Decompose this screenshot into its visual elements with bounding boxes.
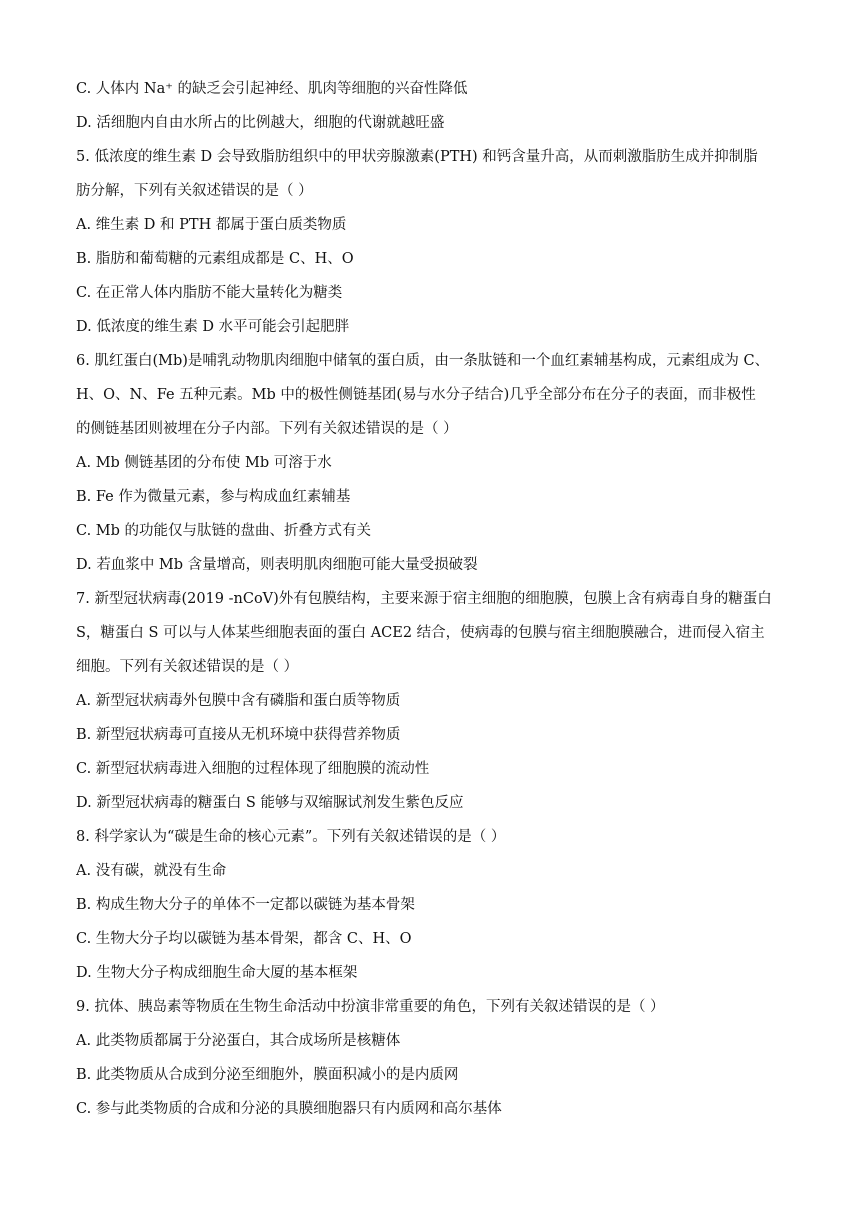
text-line: D. 生物大分子构成细胞生命大厦的基本框架 xyxy=(76,965,358,981)
text-line: 肪分解，下列有关叙述错误的是（ ） xyxy=(76,183,313,199)
text-line: A. 此类物质都属于分泌蛋白，其合成场所是核糖体 xyxy=(76,1033,401,1049)
text-line: S，糖蛋白 S 可以与人体某些细胞表面的蛋白 ACE2 结合，使病毒的包膜与宿主细胞膜融合，进而侵入宿主 xyxy=(76,625,765,641)
text-line: D. 活细胞内自由水所占的比例越大，细胞的代谢就越旺盛 xyxy=(76,115,445,131)
text-line: C. Mb 的功能仅与肽链的盘曲、折叠方式有关 xyxy=(76,523,372,539)
text-line: B. 脂肪和葡萄糖的元素组成都是 C、H、O xyxy=(76,251,354,267)
text-line: 细胞。下列有关叙述错误的是（ ） xyxy=(76,659,299,675)
text-line: 的侧链基团则被埋在分子内部。下列有关叙述错误的是（ ） xyxy=(76,421,458,437)
text-line: 7. 新型冠状病毒(2019 -nCoV)外有包膜结构，主要来源于宿主细胞的细胞膜，包膜上含有病毒自身的糖蛋白 xyxy=(76,591,772,607)
text-line: D. 低浓度的维生素 D 水平可能会引起肥胖 xyxy=(76,319,350,335)
text-line: C. 新型冠状病毒进入细胞的过程体现了细胞膜的流动性 xyxy=(76,761,430,777)
text-line: B. 新型冠状病毒可直接从无机环境中获得营养物质 xyxy=(76,727,401,743)
text-line: D. 新型冠状病毒的糖蛋白 S 能够与双缩脲试剂发生紫色反应 xyxy=(76,795,464,811)
text-line: C. 人体内 Na⁺ 的缺乏会引起神经、肌肉等细胞的兴奋性降低 xyxy=(76,81,468,97)
text-line: A. 维生素 D 和 PTH 都属于蛋白质类物质 xyxy=(76,217,347,233)
text-line: 9. 抗体、胰岛素等物质在生物生命活动中扮演非常重要的角色，下列有关叙述错误的是（ ） xyxy=(76,999,665,1015)
text-line: C. 参与此类物质的合成和分泌的具膜细胞器只有内质网和高尔基体 xyxy=(76,1101,502,1117)
text-line: A. Mb 侧链基团的分布使 Mb 可溶于水 xyxy=(76,455,332,471)
text-line: A. 没有碳，就没有生命 xyxy=(76,863,227,879)
document-page xyxy=(76,72,788,1126)
text-line: B. 此类物质从合成到分泌至细胞外，膜面积减小的是内质网 xyxy=(76,1067,459,1083)
text-line: B. Fe 作为微量元素，参与构成血红素辅基 xyxy=(76,489,351,505)
text-line: 5. 低浓度的维生素 D 会导致脂肪组织中的甲状旁腺激素(PTH) 和钙含量升高，从而刺激脂肪生成并抑制脂 xyxy=(76,149,758,165)
text-line: C. 生物大分子均以碳链为基本骨架，都含 C、H、O xyxy=(76,931,412,947)
text-line: H、O、N、Fe 五种元素。Mb 中的极性侧链基团(易与水分子结合)几乎全部分布在分子的表面，而非极性 xyxy=(76,387,756,403)
text-line: D. 若血浆中 Mb 含量增高，则表明肌肉细胞可能大量受损破裂 xyxy=(76,557,478,573)
text-line: A. 新型冠状病毒外包膜中含有磷脂和蛋白质等物质 xyxy=(76,693,401,709)
text-line: B. 构成生物大分子的单体不一定都以碳链为基本骨架 xyxy=(76,897,415,913)
text-line: 8. 科学家认为“碳是生命的核心元素”。下列有关叙述错误的是（ ） xyxy=(76,829,506,845)
text-line: 6. 肌红蛋白(Mb)是哺乳动物肌肉细胞中储氧的蛋白质，由一条肽链和一个血红素辅基构成，元素组成为 C、 xyxy=(76,353,770,369)
text-line: C. 在正常人体内脂肪不能大量转化为糖类 xyxy=(76,285,343,301)
